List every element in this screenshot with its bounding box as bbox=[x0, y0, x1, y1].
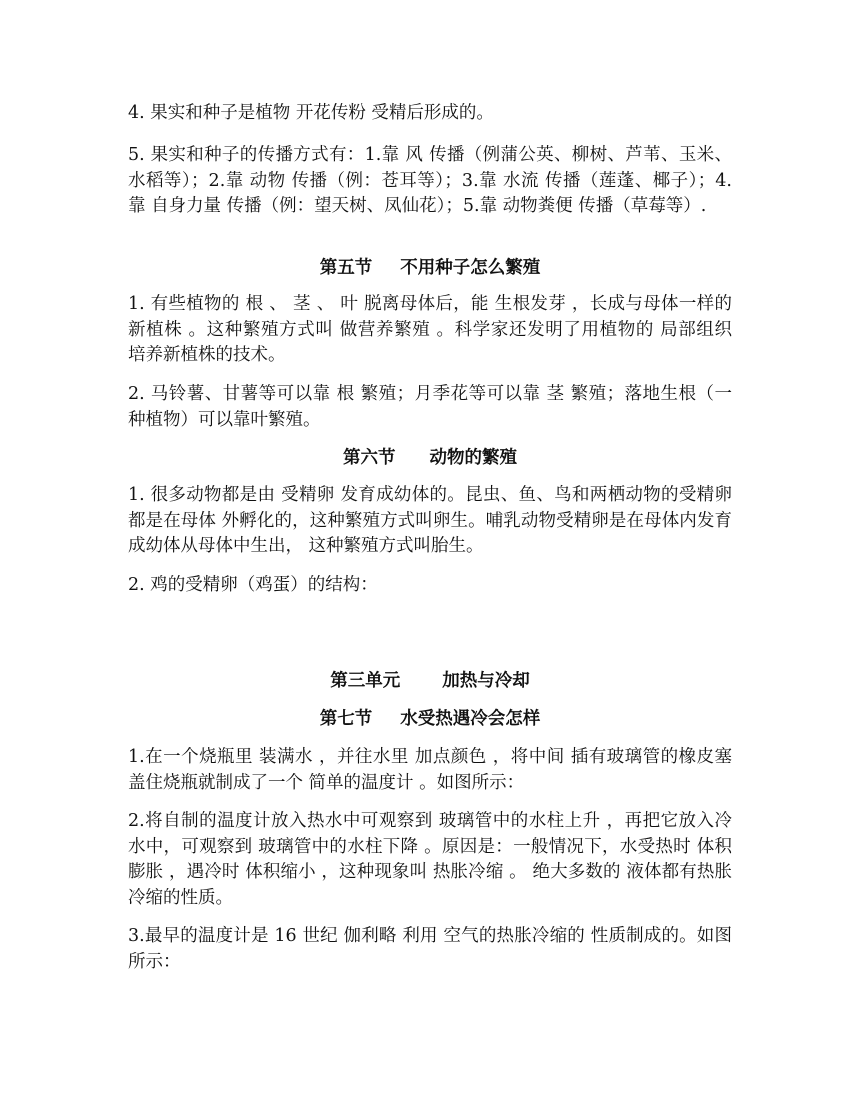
paragraph-seed-dispersal: 5. 果实和种子的传播方式有：1.靠 风 传播（例蒲公英、柳树、芦苇、玉米、水稻等）；2.靠 动物 传播（例：苍耳等）；3.靠 水流 传播（莲蓬、椰子）；4.靠 自身力量 传播（例：望天树、凤仙花）；5.靠 动物粪便 传播（草莓等）. bbox=[128, 145, 732, 216]
section-5-title: 不用种子怎么繁殖 bbox=[400, 258, 541, 278]
section-6-title: 动物的繁殖 bbox=[429, 448, 517, 468]
paragraph-galileo-thermometer: 3.最早的温度计是 16 世纪 伽利略 利用 空气的热胀冷缩的 性质制成的。如图所示： bbox=[128, 926, 732, 972]
section-7-heading bbox=[0, 707, 860, 732]
section-7-title: 水受热遇冷会怎样 bbox=[400, 709, 541, 729]
unit-3-title: 加热与冷却 bbox=[442, 671, 530, 691]
paragraph-vegetative-propagation: 1. 有些植物的 根 、 茎 、 叶 脱离母体后，能 生根发芽 ，长成与母体一样的 新植株 。这种繁殖方式叫 做营养繁殖 。科学家还发明了用植物的 局部组织 培养新植株的技术。 bbox=[128, 294, 732, 365]
paragraph-egg-structure: 2. 鸡的受精卵（鸡蛋）的结构： bbox=[128, 575, 378, 595]
unit-3-number: 第三单元 bbox=[330, 671, 401, 691]
paragraph-propagation-examples: 2. 马铃薯、甘薯等可以靠 根 繁殖；月季花等可以靠 茎 繁殖；落地生根（一种植物）可以靠叶繁殖。 bbox=[128, 384, 732, 430]
section-7-number: 第七节 bbox=[319, 709, 373, 729]
paragraph-thermal-expansion: 2.将自制的温度计放入热水中可观察到 玻璃管中的水柱上升 ，再把它放入冷水中，可观察到 玻璃管中的水柱下降 。原因是：一般情况下，水受热时 体积膨胀 ，遇冷时 体积缩小 ，这种现象叫 热胀冷缩 。 绝大多数的 液体都有热胀冷缩的性质。 bbox=[128, 811, 732, 908]
section-5-number: 第五节 bbox=[319, 258, 373, 278]
section-6-heading bbox=[0, 446, 860, 471]
section-6-number: 第六节 bbox=[343, 448, 396, 468]
unit-3-heading bbox=[0, 669, 860, 694]
paragraph-oviparous-viviparous: 1. 很多动物都是由 受精卵 发育成幼体的。昆虫、鱼、鸟和两栖动物的受精卵都是在母体 外孵化的，这种繁殖方式叫卵生。哺乳动物受精卵是在母体内发育成幼体从母体中生出， 这种繁殖方式叫胎生。 bbox=[128, 485, 732, 556]
paragraph-fruit-seed-formation: 4. 果实和种子是植物 开花传粉 受精后形成的。 bbox=[128, 103, 494, 123]
section-5-heading bbox=[0, 256, 860, 281]
paragraph-homemade-thermometer: 1.在一个烧瓶里 装满水 ，并往水里 加点颜色 ，将中间 插有玻璃管的橡皮塞 盖住烧瓶就制成了一个 简单的温度计 。如图所示： bbox=[128, 747, 732, 793]
